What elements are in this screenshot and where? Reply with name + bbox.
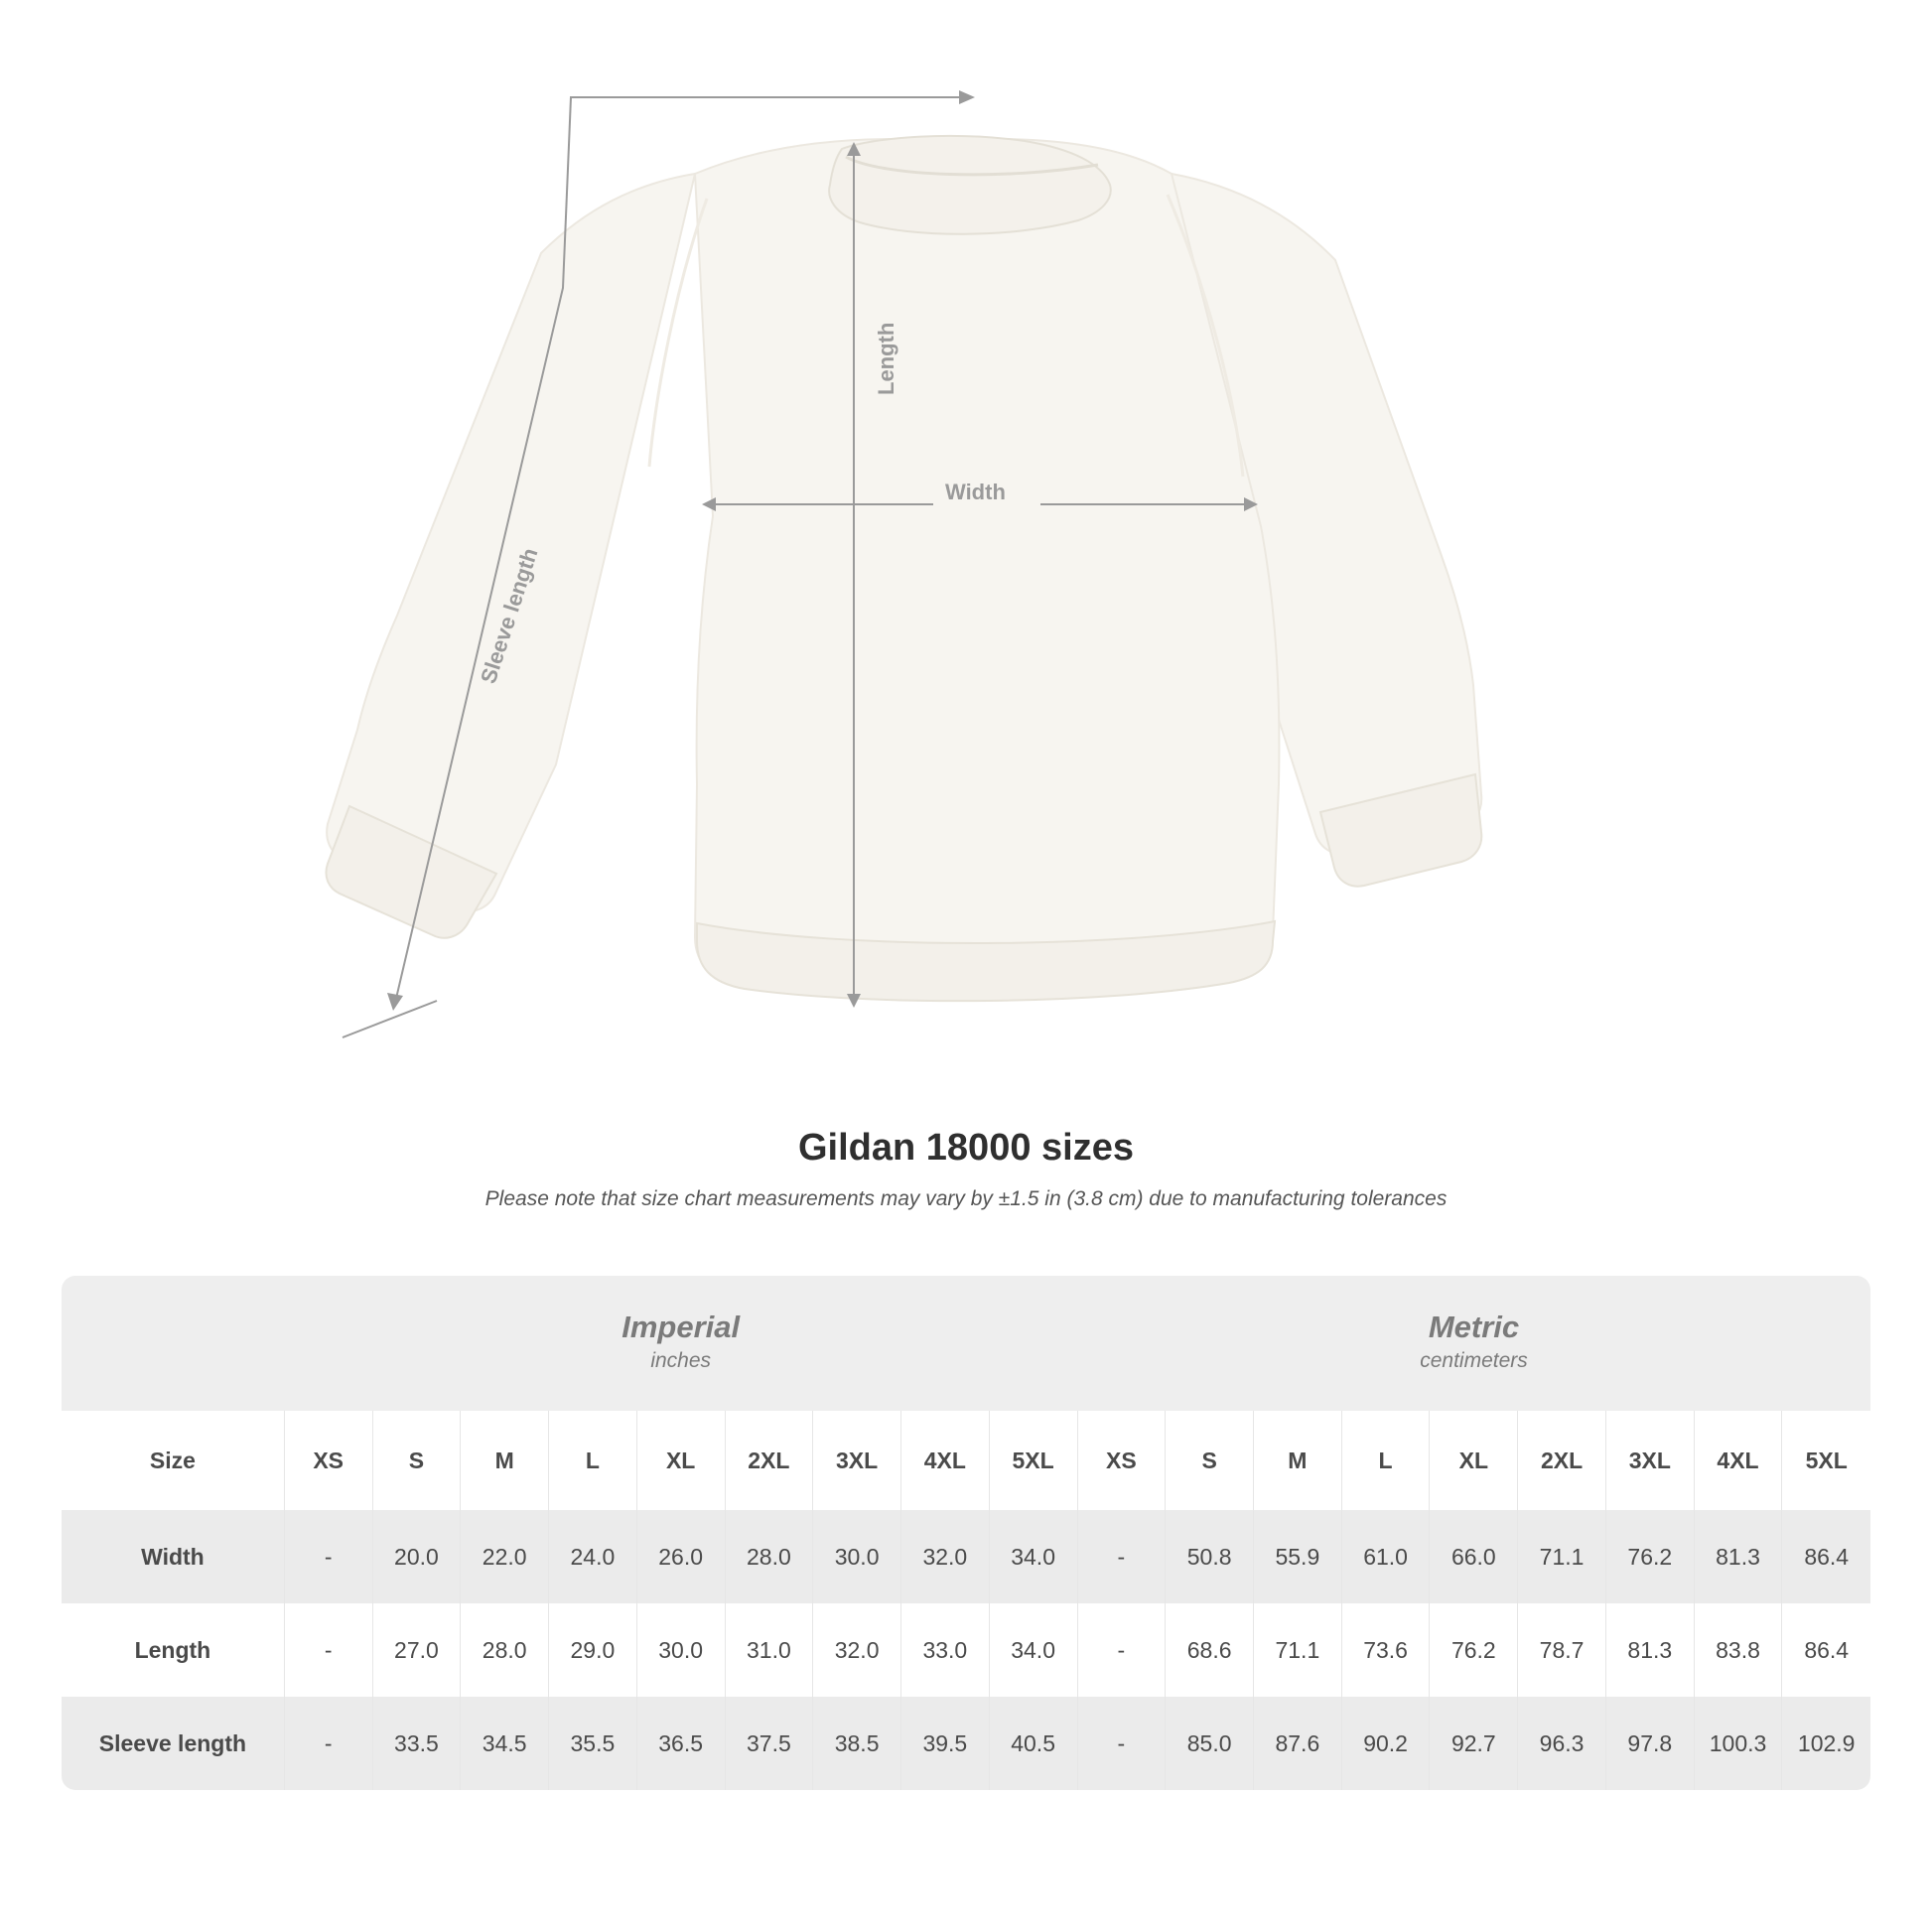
cell-imperial: 36.5 xyxy=(636,1697,725,1790)
cell-imperial: 34.0 xyxy=(989,1510,1077,1603)
cell-metric: 92.7 xyxy=(1430,1697,1518,1790)
cell-imperial: 28.0 xyxy=(461,1603,549,1697)
cell-metric: 102.9 xyxy=(1782,1697,1870,1790)
unit-group-imperial xyxy=(284,1276,1077,1411)
size-table-wrapper xyxy=(62,1276,1870,1790)
cell-metric: 68.6 xyxy=(1166,1603,1254,1697)
cell-metric: 97.8 xyxy=(1605,1697,1694,1790)
sleeve-length-label: Sleeve length xyxy=(475,544,543,687)
size-header-imperial: 4XL xyxy=(900,1411,989,1510)
cell-imperial: 40.5 xyxy=(989,1697,1077,1790)
size-header-imperial: XL xyxy=(636,1411,725,1510)
unit-group-sub: centimeters xyxy=(1420,1349,1528,1373)
page-title: Gildan 18000 sizes xyxy=(798,1127,1134,1169)
cell-imperial: 24.0 xyxy=(549,1510,637,1603)
cell-metric: 87.6 xyxy=(1253,1697,1341,1790)
cell-metric: 61.0 xyxy=(1341,1510,1430,1603)
cell-imperial: 34.5 xyxy=(461,1697,549,1790)
size-header-metric: S xyxy=(1166,1411,1254,1510)
size-table xyxy=(62,1276,1870,1790)
cell-imperial: 30.0 xyxy=(813,1510,901,1603)
width-label: Width xyxy=(945,480,1006,504)
cell-imperial: - xyxy=(284,1510,372,1603)
size-header-metric: M xyxy=(1253,1411,1341,1510)
size-header-imperial: L xyxy=(549,1411,637,1510)
unit-group-name: Metric xyxy=(1428,1310,1520,1345)
size-header-imperial: M xyxy=(461,1411,549,1510)
cell-metric: - xyxy=(1077,1603,1166,1697)
cell-imperial: 22.0 xyxy=(461,1510,549,1603)
size-header-imperial: 2XL xyxy=(725,1411,813,1510)
table-row xyxy=(62,1510,1870,1603)
tolerance-note: Please note that size chart measurements may vary by ±1.5 in (3.8 cm) due to manufacturing tolerances xyxy=(484,1187,1448,1210)
cell-metric: 90.2 xyxy=(1341,1697,1430,1790)
cell-imperial: 32.0 xyxy=(813,1603,901,1697)
cell-metric: 81.3 xyxy=(1694,1510,1782,1603)
row-label: Sleeve length xyxy=(62,1697,284,1790)
size-header-metric: L xyxy=(1341,1411,1430,1510)
cell-imperial: 20.0 xyxy=(372,1510,461,1603)
cell-imperial: 34.0 xyxy=(989,1603,1077,1697)
cell-metric: 71.1 xyxy=(1518,1510,1606,1603)
cell-metric: 86.4 xyxy=(1782,1603,1870,1697)
cell-imperial: 31.0 xyxy=(725,1603,813,1697)
cell-metric: 86.4 xyxy=(1782,1510,1870,1603)
cell-metric: 73.6 xyxy=(1341,1603,1430,1697)
cell-metric: 55.9 xyxy=(1253,1510,1341,1603)
size-header-row xyxy=(62,1411,1870,1510)
cell-imperial: - xyxy=(284,1603,372,1697)
table-row xyxy=(62,1603,1870,1697)
unit-group-sub: inches xyxy=(650,1349,712,1373)
sweatshirt-shape xyxy=(327,136,1482,1001)
cell-metric: 76.2 xyxy=(1430,1603,1518,1697)
size-header-metric: 3XL xyxy=(1605,1411,1694,1510)
cell-metric: - xyxy=(1077,1697,1166,1790)
size-header-imperial: 3XL xyxy=(813,1411,901,1510)
size-header-metric: 2XL xyxy=(1518,1411,1606,1510)
cell-metric: 76.2 xyxy=(1605,1510,1694,1603)
cell-metric: 71.1 xyxy=(1253,1603,1341,1697)
cell-imperial: 28.0 xyxy=(725,1510,813,1603)
row-label: Width xyxy=(62,1510,284,1603)
cell-metric: 83.8 xyxy=(1694,1603,1782,1697)
size-header-metric: XS xyxy=(1077,1411,1166,1510)
cell-metric: 50.8 xyxy=(1166,1510,1254,1603)
cell-metric: 100.3 xyxy=(1694,1697,1782,1790)
cell-imperial: 37.5 xyxy=(725,1697,813,1790)
cell-metric: 78.7 xyxy=(1518,1603,1606,1697)
unit-group-name: Imperial xyxy=(621,1310,741,1345)
cell-metric: 66.0 xyxy=(1430,1510,1518,1603)
size-header-imperial: XS xyxy=(284,1411,372,1510)
cell-imperial: 32.0 xyxy=(900,1510,989,1603)
cell-imperial: 26.0 xyxy=(636,1510,725,1603)
length-label: Length xyxy=(874,322,898,395)
cell-metric: 96.3 xyxy=(1518,1697,1606,1790)
unit-header-spacer xyxy=(62,1276,284,1411)
size-header-imperial: 5XL xyxy=(989,1411,1077,1510)
cell-imperial: 33.5 xyxy=(372,1697,461,1790)
size-header-cell: Size xyxy=(62,1411,284,1510)
size-header-metric: XL xyxy=(1430,1411,1518,1510)
table-row xyxy=(62,1697,1870,1790)
cell-imperial: - xyxy=(284,1697,372,1790)
cell-imperial: 29.0 xyxy=(549,1603,637,1697)
size-header-metric: 4XL xyxy=(1694,1411,1782,1510)
cell-metric: - xyxy=(1077,1510,1166,1603)
cell-imperial: 38.5 xyxy=(813,1697,901,1790)
size-header-imperial: S xyxy=(372,1411,461,1510)
cell-metric: 85.0 xyxy=(1166,1697,1254,1790)
cell-imperial: 30.0 xyxy=(636,1603,725,1697)
cell-imperial: 35.5 xyxy=(549,1697,637,1790)
size-header-metric: 5XL xyxy=(1782,1411,1870,1510)
cell-metric: 81.3 xyxy=(1605,1603,1694,1697)
unit-group-metric xyxy=(1077,1276,1870,1411)
sleeve-end-tick xyxy=(343,1001,437,1037)
cell-imperial: 27.0 xyxy=(372,1603,461,1697)
unit-header-row xyxy=(62,1276,1870,1411)
row-label: Length xyxy=(62,1603,284,1697)
heading-block xyxy=(0,1127,1932,1211)
cell-imperial: 33.0 xyxy=(900,1603,989,1697)
cell-imperial: 39.5 xyxy=(900,1697,989,1790)
